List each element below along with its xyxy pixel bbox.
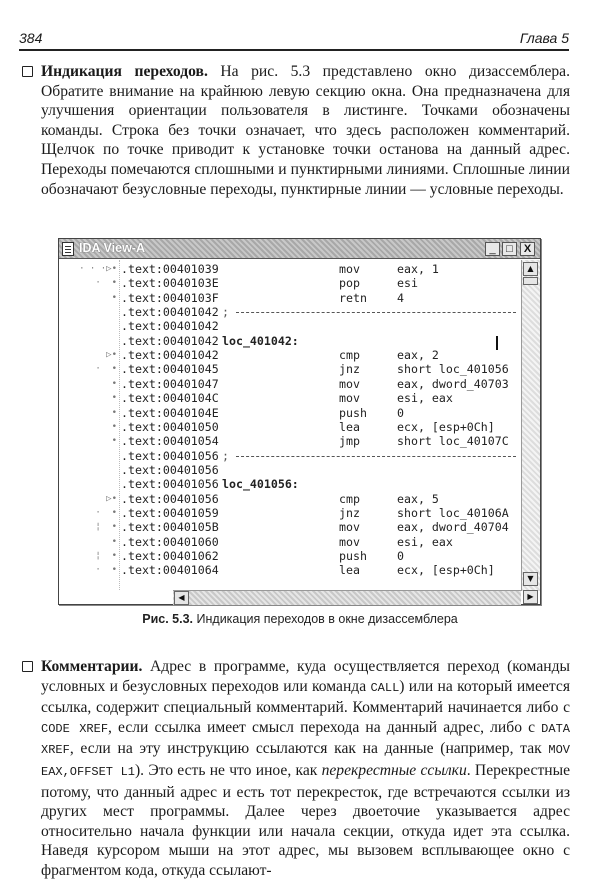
code-label: loc_401042:	[222, 333, 299, 348]
operands: ecx, [esp+0Ch]	[397, 563, 495, 578]
jump-arrow-icon[interactable]: · · ·▷•	[79, 264, 117, 274]
address: .text:00401050	[121, 419, 219, 434]
scroll-right-icon[interactable]: ▶	[523, 590, 538, 604]
listing-row[interactable]	[59, 506, 521, 520]
operands: esi, eax	[397, 391, 453, 406]
listing-row[interactable]	[59, 477, 521, 491]
address: .text:00401045	[121, 362, 219, 377]
listing-row[interactable]	[59, 563, 521, 577]
address: .text:00401054	[121, 434, 219, 449]
address: .text:00401059	[121, 505, 219, 520]
address: .text:00401042	[121, 333, 219, 348]
operands: short loc_40107C	[397, 434, 509, 449]
separator-line: ;	[222, 305, 229, 320]
address: .text:0040105B	[121, 520, 219, 535]
listing-row[interactable]	[59, 549, 521, 563]
operands: 0	[397, 405, 404, 420]
horizontal-scrollbar[interactable]	[173, 590, 521, 605]
window-titlebar[interactable]	[59, 239, 540, 259]
jump-arrow-icon[interactable]: •	[111, 536, 117, 547]
address: .text:00401056	[121, 462, 219, 477]
jump-arrow-icon[interactable]: •	[111, 292, 117, 303]
jump-arrow-icon[interactable]: · •	[95, 278, 117, 289]
code-term: CALL	[370, 680, 400, 695]
listing-row[interactable]	[59, 406, 521, 420]
figure-caption	[0, 612, 600, 626]
caption-text: Индикация переходов в окне дизассемблера	[193, 612, 458, 626]
window-title: IDA View-A	[79, 241, 145, 255]
mnemonic: cmp	[339, 491, 360, 506]
listing-row[interactable]	[59, 334, 521, 348]
address: .text:0040104C	[121, 391, 219, 406]
listing-row[interactable]	[59, 449, 521, 463]
listing-row[interactable]	[59, 391, 521, 405]
address: .text:00401056	[121, 491, 219, 506]
jump-arrow-icon[interactable]: •	[111, 407, 117, 418]
minimize-button[interactable]: _	[485, 242, 500, 256]
listing-row[interactable]	[59, 492, 521, 506]
page-number: 384	[19, 30, 43, 46]
address: .text:0040104E	[121, 405, 219, 420]
mnemonic: mov	[339, 520, 360, 535]
operands: eax, 2	[397, 348, 439, 363]
code-term: CODE XREF	[41, 721, 109, 736]
address: .text:00401056	[121, 448, 219, 463]
address: .text:0040103E	[121, 276, 219, 291]
jump-arrow-icon[interactable]: · •	[95, 507, 117, 518]
checkbox-bullet-icon	[22, 66, 33, 77]
paragraph-lead: Индикация переходов.	[41, 63, 208, 80]
mnemonic: lea	[339, 419, 360, 434]
text-cursor	[496, 336, 498, 350]
operands: esi, eax	[397, 534, 453, 549]
listing-row[interactable]	[59, 535, 521, 549]
operands: ecx, [esp+0Ch]	[397, 419, 495, 434]
address: .text:00401042	[121, 348, 219, 363]
operands: eax, 5	[397, 491, 439, 506]
operands: short loc_401056	[397, 362, 509, 377]
listing-row[interactable]	[59, 434, 521, 448]
listing-row[interactable]	[59, 348, 521, 362]
jump-arrow-icon[interactable]: ¦ •	[95, 522, 117, 533]
address: .text:00401064	[121, 563, 219, 578]
jump-arrow-icon[interactable]: •	[111, 421, 117, 432]
code-term: MOV EAX,OFFSET L1	[41, 743, 570, 779]
separator-line: ;	[222, 448, 229, 463]
address: .text:00401060	[121, 534, 219, 549]
mnemonic: pop	[339, 276, 360, 291]
mnemonic: push	[339, 405, 367, 420]
jump-arrow-icon[interactable]: ▷•	[106, 493, 117, 504]
code-term: DATA XREF	[41, 721, 570, 758]
listing-row[interactable]	[59, 262, 521, 276]
mnemonic: mov	[339, 391, 360, 406]
checkbox-bullet-icon	[22, 661, 33, 672]
address: .text:00401042	[121, 305, 219, 320]
address: .text:00401056	[121, 477, 219, 492]
mnemonic: lea	[339, 563, 360, 578]
address: .text:00401062	[121, 549, 219, 563]
jump-arrow-icon[interactable]: ¦ •	[95, 551, 117, 561]
listing-row[interactable]	[59, 377, 521, 391]
jump-arrow-icon[interactable]: ▷•	[106, 350, 117, 361]
vertical-scrollbar[interactable]	[521, 260, 540, 591]
operands: 4	[397, 290, 404, 305]
scroll-left-icon[interactable]: ◀	[174, 591, 189, 605]
document-icon	[62, 242, 74, 256]
jump-arrow-icon[interactable]: · •	[95, 565, 117, 576]
scroll-thumb[interactable]	[523, 277, 538, 285]
mnemonic: mov	[339, 534, 360, 549]
paragraph-jump-indication	[22, 62, 570, 199]
operands: eax, dword_40703	[397, 376, 509, 391]
listing-row[interactable]	[59, 319, 521, 333]
jump-arrow-icon[interactable]: •	[111, 393, 117, 404]
jump-arrow-icon[interactable]: •	[111, 436, 117, 447]
address: .text:00401042	[121, 319, 219, 334]
listing-row[interactable]	[59, 276, 521, 290]
jump-arrow-icon[interactable]: •	[111, 378, 117, 389]
mnemonic: push	[339, 549, 367, 563]
italic-term: перекрестные ссылки	[321, 761, 467, 779]
jump-arrow-icon[interactable]: · •	[95, 364, 117, 375]
paragraph-text: На рис. 5.3 представлено окно дизассемблера. Обратите внимание на крайнюю левую секцию окна. Она предназначена для улучшения ориентации пользователя в листинге. Точками обозначены команды. Строка без точки означает, что здесь расположен комментарий. Щелчок по точке приводит к установке точки останова на данный адрес. Переходы помечаются сплошными и пунктирными линиями. Сплошные линии обозначают безусловные переходы, пунктирные линии — условные переходы.	[41, 63, 570, 198]
listing-row[interactable]	[59, 420, 521, 434]
paragraph-lead: Комментарии.	[41, 658, 143, 675]
listing-row[interactable]	[59, 463, 521, 477]
page-header	[19, 25, 569, 51]
mnemonic: jnz	[339, 362, 360, 377]
mnemonic: cmp	[339, 348, 360, 363]
close-button[interactable]: X	[520, 242, 535, 256]
operands: short loc_40106A	[397, 505, 509, 520]
mnemonic: jmp	[339, 434, 360, 449]
mnemonic: mov	[339, 262, 360, 276]
listing-row[interactable]	[59, 291, 521, 305]
address: .text:0040103F	[121, 290, 219, 305]
operands: eax, dword_40704	[397, 520, 509, 535]
ida-view-window	[58, 238, 541, 605]
mnemonic: retn	[339, 290, 367, 305]
listing-row[interactable]	[59, 520, 521, 534]
code-label: loc_401056:	[222, 477, 299, 492]
scroll-down-icon[interactable]: ▼	[523, 572, 538, 586]
disassembly-listing[interactable]	[59, 260, 521, 590]
listing-row[interactable]	[59, 362, 521, 376]
paragraph-comments: Комментарии. Адрес в программе, куда осуществляется переход (команды условных и безусловных переходов или команда CALL) или на который имеется ссылка, содержит специальный комментарий. Комментарий начинается либо с CODE XREF, если ссылка имеет смысл перехода на данный адрес, либо с DATA XREF, если на эту инструкцию ссылаются как на данные (например, так MOV EAX,OFFSET L1). Это есть не что иное, как перекрестные ссылки. Перекрестные потому, что данный адрес и есть тот перекресток, где встречаются ссылки из других мест программы. Далее через двоеточие указывается адрес относительно начала функции или начала секции, откуда идет эта ссылка. Наведя курсором мыши на этот адрес, мы вызовем всплывающее окно с фрагментом кода, откуда ссылают-	[22, 657, 570, 881]
operands: esi	[397, 276, 418, 291]
chapter-title: Глава 5	[519, 30, 569, 46]
address: .text:00401039	[121, 262, 219, 276]
operands: eax, 1	[397, 262, 439, 276]
scroll-up-icon[interactable]: ▲	[523, 262, 538, 276]
mnemonic: mov	[339, 376, 360, 391]
listing-row[interactable]	[59, 305, 521, 319]
figure-number: Рис. 5.3.	[142, 612, 194, 626]
operands: 0	[397, 549, 404, 563]
mnemonic: jnz	[339, 505, 360, 520]
maximize-button[interactable]: □	[502, 242, 517, 256]
address: .text:00401047	[121, 376, 219, 391]
